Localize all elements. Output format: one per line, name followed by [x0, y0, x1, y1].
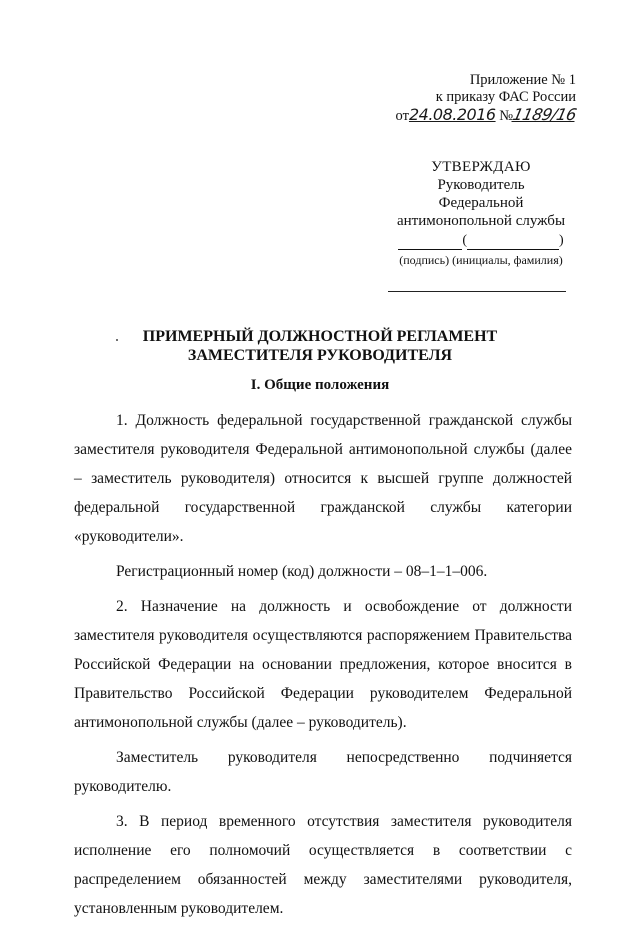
- signature-caption: (подпись) (инициалы, фамилия): [399, 253, 563, 267]
- approval-title: УТВЕРЖДАЮ: [431, 159, 531, 175]
- document-title: [60, 327, 580, 365]
- annex-order-ref: к приказу ФАС России: [435, 89, 576, 105]
- order-number-prefix: №: [499, 108, 514, 124]
- order-date-handwritten: 24.08.2016: [408, 105, 496, 124]
- document-title-line-2: ЗАМЕСТИТЕЛЯ РУКОВОДИТЕЛЯ: [187, 347, 453, 364]
- signature-blank: [398, 236, 462, 250]
- order-date-prefix: от: [395, 108, 409, 124]
- document-title-line-1: ПРИМЕРНЫЙ ДОЛЖНОСТНОЙ РЕГЛАМЕНТ: [142, 328, 498, 345]
- order-number-handwritten: 1189/16: [511, 105, 579, 124]
- paragraph-4: Заместитель руководителя непосредственно подчиняется руководителю.: [74, 749, 572, 795]
- section-heading: I. Общие положения: [250, 377, 390, 393]
- approval-line-1: Руководитель: [437, 177, 525, 193]
- signature-line: [388, 232, 574, 250]
- annex-order-line: [395, 105, 579, 125]
- approval-block: [388, 158, 574, 269]
- annex-header: [395, 72, 579, 125]
- document-body: [74, 406, 572, 929]
- paragraph-1: 1. Должность федеральной государственной гражданской службы заместителя руководителя Федеральной антимонопольной службы (далее – заместитель руководителя) относится к высшей группе должностей федеральной государственной гражданской службы категории «руководители».: [74, 412, 572, 545]
- paragraph-5: 3. В период временного отсутствия заместителя руководителя исполнение его полномочий осуществляется в соответствии с распределением обязанностей между заместителями руководителя, установленным руководителем.: [74, 813, 572, 917]
- initials-blank: [467, 236, 559, 250]
- paragraph-3: 2. Назначение на должность и освобождение от должности заместителя руководителя осуществляются распоряжением Правительства Российской Федерации на основании предложения, которое вносится в Правительство Российской Федерации руководителем Федеральной антимонопольной службы (далее – руководитель).: [74, 598, 572, 731]
- date-rule-line: [388, 291, 566, 292]
- initials-close-paren: ): [559, 233, 564, 248]
- annex-title: Приложение № 1: [469, 72, 576, 88]
- paragraph-2: Регистрационный номер (код) должности – 08–1–1–006.: [116, 563, 488, 580]
- approval-line-2: Федеральной: [438, 195, 524, 211]
- approval-line-3: антимонопольной службы: [396, 213, 566, 229]
- initials-open-paren: (: [462, 233, 467, 248]
